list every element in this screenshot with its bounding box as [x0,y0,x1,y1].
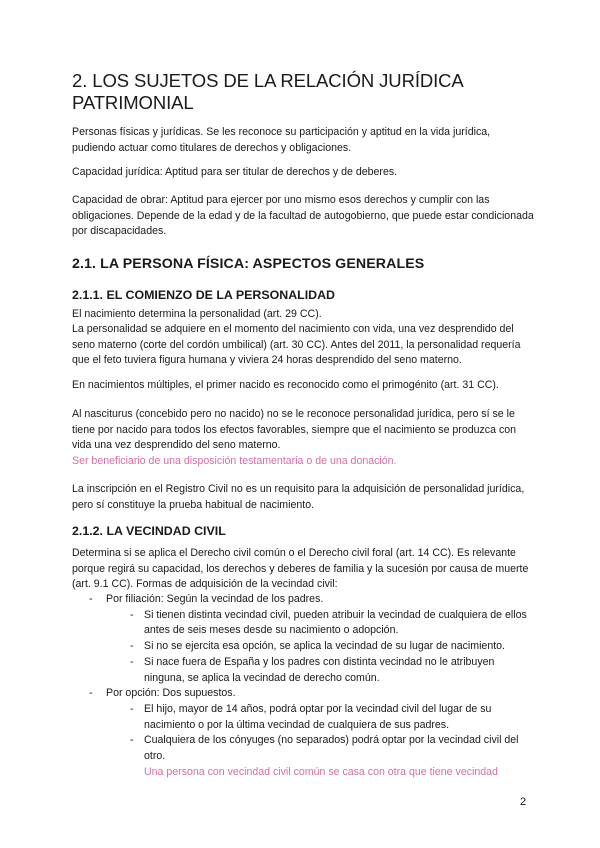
section-2-1-1-heading: 2.1.1. EL COMIENZO DE LA PERSONALIDAD [72,288,335,302]
section-2-1-1-note: Ser beneficiario de una disposición testamentaria o de una donación. [72,455,397,467]
sublist-item: - El hijo, mayor de 14 años, podrá optar por la vecindad civil del lugar de su nacimiento o por la última vecindad de cualquiera de sus padres. [106,702,534,733]
section-2-1-1-paragraph-2: La personalidad se adquiere en el momento del nacimiento con vida, una vez desprendido del seno materno (corte del cordón umbilical) (art. 30 CC). Antes del 2011, la personalidad requería que el feto tuviera figura humana y viviera 24 horas desprendido del seno materno. [72,323,521,367]
list-item [72,686,534,780]
sublist-item-text: Cualquiera de los cónyuges (no separados) podrá optar por la vecindad civil del otro. [144,734,519,763]
section-2-1-2-paragraph-1: Determina si se aplica el Derecho civil común o el Derecho civil foral (art. 14 CC). Es relevante porque regirá su capacidad, los derechos y deberes de familia y la sucesión por causa de muerte (art. 9.1 CC). Formas de adquisición de la vecindad civil: [72,547,529,591]
sublist-note: Una persona con vecindad civil común se casa con otra que tiene vecindad [144,765,498,778]
section-2-1-1-paragraph-5: La inscripción en el Registro Civil no es un requisito para la adquisición de personalidad jurídica, pero sí constituye la prueba habitual de nacimiento. [72,483,525,511]
list-item [72,592,534,686]
page-number: 2 [520,796,527,808]
sublist [106,702,534,781]
section-2-1-2-heading: 2.1.2. LA VECINDAD CIVIL [72,524,226,538]
sublist-item: - Si tienen distinta vecindad civil, pueden atribuir la vecindad de cualquiera de ellos antes de seis meses desde su nacimiento o adopción. [106,608,534,639]
section-2-1-1-paragraph-1: El nacimiento determina la personalidad (art. 29 CC). [72,308,322,320]
page-title: 2. LOS SUJETOS DE LA RELACIÓN JURÍDICA PATRIMONIAL [72,70,463,113]
sublist-item: - Si no se ejercita esa opción, se aplica la vecindad de su lugar de nacimiento. [106,639,534,655]
intro-paragraph-2: Capacidad jurídica: Aptitud para ser titular de derechos y de deberes. [72,166,398,178]
list-item-label: Por opción: Dos supuestos. [106,687,236,700]
vecindad-list [72,592,534,780]
intro-paragraph-3: Capacidad de obrar: Aptitud para ejercer por uno mismo esos derechos y cumplir con las obligaciones. Depende de la edad y de la facultad de autogobierno, que puede estar condicionada por discapacidades. [72,194,534,238]
section-2-1-1-paragraph-3: En nacimientos múltiples, el primer nacido es reconocido como el primogénito (art. 31 CC). [72,379,499,391]
sublist-item [106,733,534,780]
section-2-1-1-paragraph-4: Al nasciturus (concebido pero no nacido) no se le reconoce personalidad jurídica, pero sí se le tiene por nacido para todos los efectos favorables, siempre que el nacimiento se produzca con vida una vez desprendido del seno materno. [72,408,517,452]
sublist-item: - Si nace fuera de España y los padres con distinta vecindad no le atribuyen ninguna, se aplica la vecindad de derecho común. [106,655,534,686]
section-2-1-heading: 2.1. LA PERSONA FÍSICA: ASPECTOS GENERALES [72,256,425,272]
sublist [106,608,534,687]
intro-paragraph-1: Personas físicas y jurídicas. Se les reconoce su participación y aptitud en la vida jurídica, pudiendo actuar como titulares de derechos y obligaciones. [72,126,491,154]
list-item-label: Por filiación: Según la vecindad de los padres. [106,593,324,605]
